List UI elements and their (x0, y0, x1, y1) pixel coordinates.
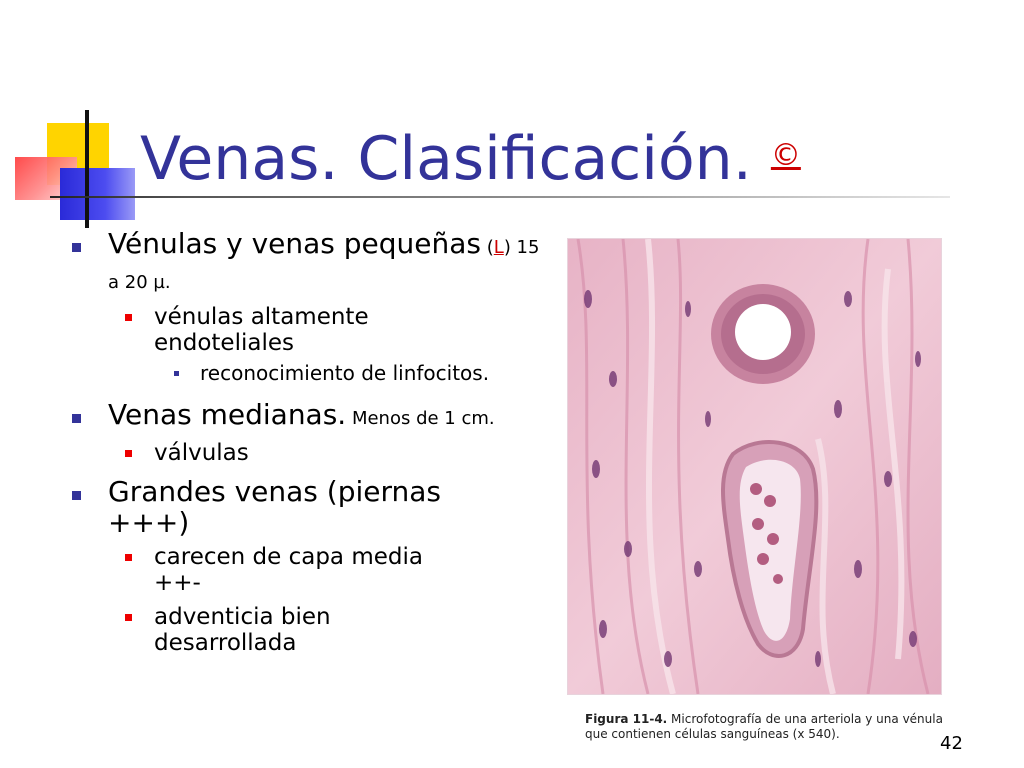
bullet-item (70, 440, 540, 466)
figure-caption-text: Microfotografía de una arteriola y una vénula que contienen células sanguíneas (x 540). (585, 712, 943, 741)
page-number: 42 (940, 733, 963, 754)
bullet-text: adventicia bien desarrollada (154, 604, 331, 656)
bullet-text: Vénulas y venas pequeñas (108, 227, 482, 260)
bullet-item (70, 304, 484, 356)
slide-title-text: Venas. Clasificación. (140, 124, 771, 194)
copyright-link[interactable]: © (770, 138, 801, 173)
bullet-text: reconocimiento de linfocitos. (200, 361, 490, 385)
bullet-item (70, 399, 540, 434)
bullet-item (70, 362, 500, 385)
deco-blue-square (60, 168, 135, 220)
bullet-text: vénulas altamente endoteliales (154, 304, 369, 356)
bullet-text: Venas medianas. (108, 398, 347, 431)
bullet-list (70, 228, 540, 656)
deco-vertical-line (85, 110, 89, 228)
bullet-text: válvulas (154, 440, 249, 466)
reference-link-L[interactable]: L (493, 237, 504, 258)
bullet-text: carecen de capa media ++- (154, 544, 423, 596)
bullet-item (70, 228, 540, 298)
figure-label: Figura 11-4. (585, 712, 668, 726)
bullet-item (70, 544, 474, 596)
bullet-note: Menos de 1 cm. (346, 408, 495, 429)
bullet-note: ) 15 a 20 µ. (108, 237, 540, 293)
micrograph-image (567, 238, 942, 695)
bullet-text: Grandes venas (piernas +++) (108, 475, 442, 539)
slide-title (140, 118, 801, 197)
bullet-item (70, 476, 508, 538)
bullet-item (70, 604, 454, 656)
bullet-note: ( (481, 237, 494, 258)
figure-caption (585, 712, 945, 742)
